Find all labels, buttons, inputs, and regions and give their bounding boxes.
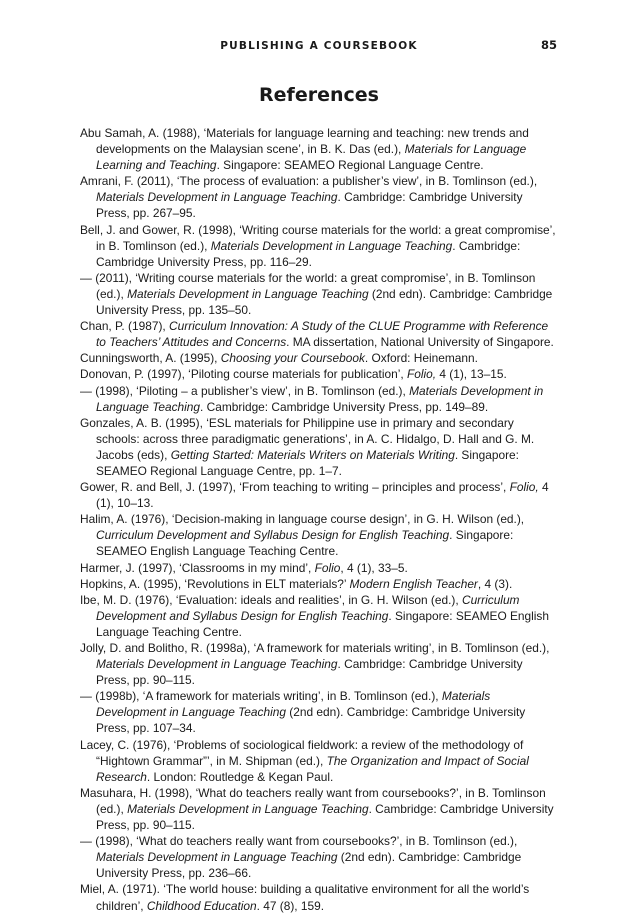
reference-entry — [80, 366, 556, 382]
reference-text: Halim, A. (1976), ‘Decision-making in language course design’, in G. H. Wilson (ed.), — [80, 512, 525, 527]
reference-text: Harmer, J. (1997), ‘Classrooms in my mind’, — [80, 560, 315, 575]
reference-text: (2nd edn). Cambridge: Cambridge University Press, pp. 236–66. — [96, 850, 522, 881]
reference-list — [80, 125, 556, 914]
reference-text: Donovan, P. (1997), ‘Piloting course materials for publication’, — [80, 367, 407, 382]
reference-title: Materials Development in Language Teaching — [127, 801, 369, 816]
reference-text: Chan, P. (1987), — [80, 319, 170, 334]
reference-text: Masuhara, H. (1998), ‘What do teachers really want from coursebooks?’, in B. Tomlinson (ed.), — [80, 785, 546, 816]
reference-text: — (2011), ‘Writing course materials for the world: a great compromise’, in B. Tomlinson (ed.), — [80, 270, 536, 301]
reference-title: Curriculum Development and Syllabus Design for English Teaching — [96, 592, 520, 623]
reference-text: 4 (1), 10–13. — [96, 480, 549, 511]
reference-entry — [80, 270, 556, 318]
reference-text: . Cambridge: Cambridge University Press, pp. 90–115. — [96, 657, 523, 688]
reference-text: . London: Routledge & Kegan Paul. — [146, 769, 334, 784]
reference-entry — [80, 350, 556, 366]
reference-entry — [80, 511, 556, 559]
section-title: References — [259, 84, 379, 106]
reference-text: . Cambridge: Cambridge University Press, pp. 116–29. — [96, 238, 521, 269]
reference-text: — (1998), ‘What do teachers really want from coursebooks?’, in B. Tomlinson (ed.), — [80, 834, 518, 849]
reference-text: Abu Samah, A. (1988), ‘Materials for language learning and teaching: new trends and developments on the Malaysian scene’, in B. K. Das (ed.), — [80, 126, 529, 157]
reference-text: Amrani, F. (2011), ‘The process of evaluation: a publisher’s view’, in B. Tomlinson (ed.), — [80, 174, 538, 189]
reference-title: Materials Development in Language Teaching — [96, 190, 338, 205]
reference-entry — [80, 640, 556, 688]
reference-text: . Singapore: SEAMEO English Language Teaching Centre. — [96, 608, 549, 639]
reference-title: Materials for Language Learning and Teaching — [96, 142, 527, 173]
reference-text: . Singapore: SEAMEO Regional Language Centre. — [216, 158, 484, 173]
reference-text: . MA dissertation, National University of Singapore. — [286, 335, 554, 350]
reference-entry — [80, 592, 556, 640]
reference-text: — (1998b), ‘A framework for materials writing’, in B. Tomlinson (ed.), — [80, 689, 442, 704]
reference-text: Lacey, C. (1976), ‘Problems of sociological fieldwork: a review of the methodology of “Hightown Grammar”’, in M. Shipman (ed.), — [80, 737, 524, 768]
reference-text: . Singapore: SEAMEO Regional Language Centre, pp. 1–7. — [96, 447, 519, 478]
reference-title: Choosing your Coursebook — [220, 351, 365, 366]
reference-entry — [80, 415, 556, 479]
reference-title: Childhood Education — [146, 898, 257, 913]
reference-title: Folio, — [406, 367, 437, 382]
reference-title: Curriculum Innovation: A Study of the CLUE Programme with Reference to Teachers’ Attitudes and Concerns — [96, 319, 549, 350]
reference-text: . Oxford: Heinemann. — [364, 351, 478, 366]
reference-entry — [80, 125, 556, 173]
reference-text: (2nd edn). Cambridge: Cambridge University Press, pp. 107–34. — [96, 705, 526, 736]
reference-entry — [80, 560, 556, 576]
reference-text: Gower, R. and Bell, J. (1997), ‘From teaching to writing – principles and process’, — [80, 480, 510, 495]
reference-title: Materials Development in Language Teaching — [96, 850, 338, 865]
reference-text: Cunningsworth, A. (1995), — [80, 351, 221, 366]
reference-text: — (1998), ‘Piloting – a publisher’s view’, in B. Tomlinson (ed.), — [80, 383, 410, 398]
reference-title: Modern English Teacher — [349, 576, 478, 591]
reference-title: Curriculum Development and Syllabus Design for English Teaching — [96, 528, 450, 543]
reference-entry — [80, 833, 556, 881]
reference-entry — [80, 576, 556, 592]
reference-entry — [80, 383, 556, 415]
reference-entry — [80, 318, 556, 350]
page-number: 85 — [540, 38, 557, 52]
reference-title: Materials Development in Language Teaching — [96, 383, 544, 414]
reference-entry — [80, 479, 556, 511]
reference-entry — [80, 737, 556, 785]
running-head: PUBLISHING A COURSEBOOK — [220, 40, 418, 52]
reference-title: Materials Development in Language Teaching — [96, 657, 338, 672]
reference-title: Materials Development in Language Teaching — [96, 689, 491, 720]
reference-text: Hopkins, A. (1995), ‘Revolutions in ELT materials?’ — [80, 576, 350, 591]
reference-entry — [80, 785, 556, 833]
reference-text: , 4 (3). — [477, 576, 513, 591]
reference-title: Getting Started: Materials Writers on Materials Writing — [170, 447, 455, 462]
reference-entry — [80, 881, 556, 913]
reference-title: The Organization and Impact of Social Research — [96, 753, 529, 784]
reference-text: , 4 (1), 33–5. — [340, 560, 408, 575]
reference-text: . Cambridge: Cambridge University Press, pp. 267–95. — [96, 190, 523, 221]
reference-text: . Cambridge: Cambridge University Press, pp. 90–115. — [96, 801, 554, 833]
reference-title: Folio — [314, 560, 341, 575]
reference-entry — [80, 222, 556, 270]
reference-text: Jolly, D. and Bolitho, R. (1998a), ‘A framework for materials writing’, in B. Tomlinson (ed.), — [80, 641, 550, 655]
reference-text: (2nd edn). Cambridge: Cambridge University Press, pp. 135–50. — [96, 286, 553, 318]
reference-text: . 47 (8), 159. — [256, 898, 325, 913]
reference-text: Ibe, M. D. (1976), ‘Evaluation: ideals and realities’, in G. H. Wilson (ed.), — [80, 592, 462, 607]
reference-text: 4 (1), 13–15. — [436, 367, 507, 382]
reference-title: Folio, — [509, 480, 539, 495]
reference-text: . Singapore: SEAMEO English Language Teaching Centre. — [96, 528, 514, 559]
reference-entry — [80, 173, 556, 221]
reference-text: Miel, A. (1971). ‘The world house: building a qualitative environment for all the world’s children’, — [80, 882, 530, 913]
reference-entry — [80, 688, 556, 736]
reference-text: Bell, J. and Gower, R. (1998), ‘Writing course materials for the world: a great compromise’, in B. Tomlinson (ed.), — [80, 222, 556, 253]
reference-text: . Cambridge: Cambridge University Press, pp. 149–89. — [200, 399, 489, 414]
reference-title: Materials Development in Language Teaching — [127, 286, 369, 301]
reference-title: Materials Development in Language Teaching — [210, 238, 453, 253]
reference-text: Gonzales, A. B. (1995), ‘ESL materials for Philippine use in primary and secondary schools: across three paradigmatic generations’, in A. C. Hidalgo, D. Hall and G. M. Jacobs (eds), — [80, 415, 535, 462]
